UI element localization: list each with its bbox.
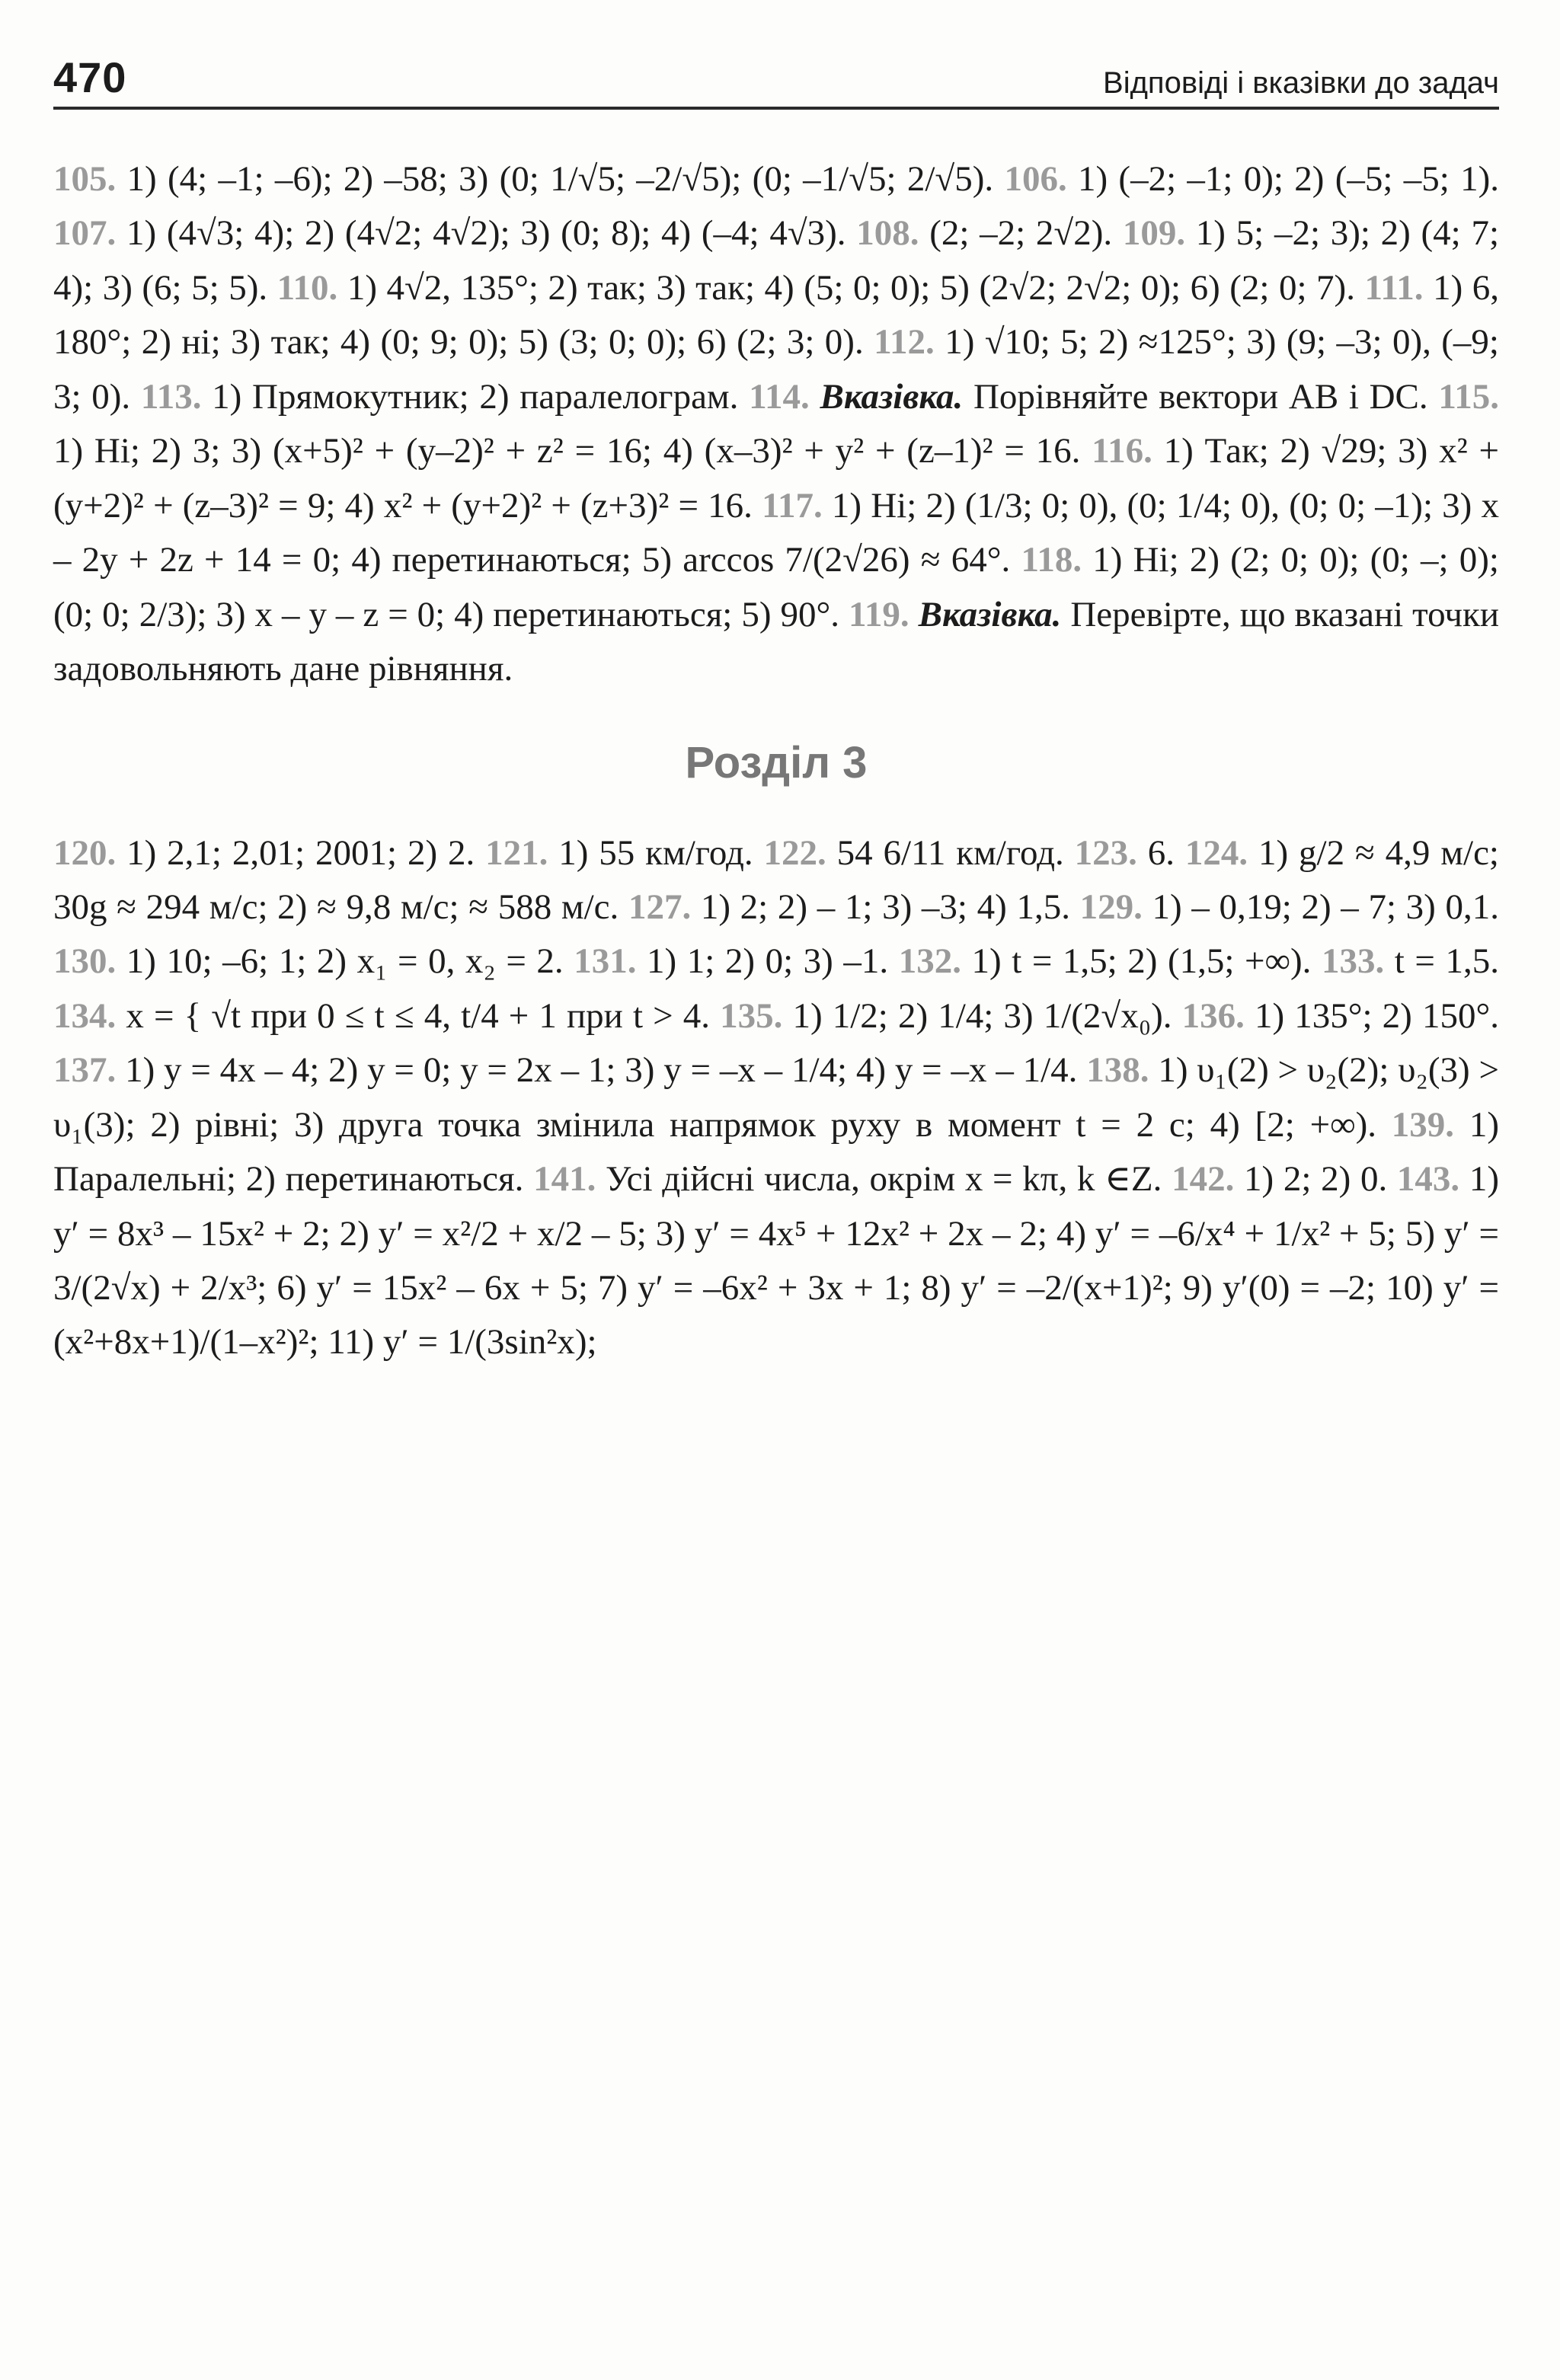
answer-text: 1) y′ = 8x³ – 15x² + 2; 2) y′ = x²/2 + x/2 – 5; 3) y′ = 4x⁵ + 12x² + 2x – 2; 4) y′ = –6/x⁴ + 1/x² + 5; 5) y′ = 3/(2√x) + 2/x³; 6) y′ = 15x² – 6x + 5; 7) y′ = –6x² + 3x + 1; 8) y′ = –2/(x+1)²; 9) y′(0) = –2; 10) y′ = (x²+8x+1)/(1–x²)²; 11) y′ = 1/(3sin²x); xyxy=(53,1159,1499,1363)
answer-text: 1) 55 км/год. xyxy=(548,832,764,873)
answer-text: 1) √10; 5; 2) ≈125°; 3) (9; –3; 0), (–9; 3; 0). xyxy=(53,322,1499,417)
answer-text: 1) Ні; 2) (1/3; 0; 0), (0; 1/4; 0), (0; 0; –1); 3) x – 2y + 2z + 14 = 0; 4) перетинаються; 5) arccos 7/(2√26) ≈ 64°. xyxy=(53,485,1499,580)
answer-text: 1) 2; 2) 0. xyxy=(1234,1159,1397,1200)
answer-text: 1) (4√3; 4); 2) (4√2; 4√2); 3) (0; 8); 4) (–4; 4√3). xyxy=(116,213,857,254)
answer-text: 1) Ні; 2) 3; 3) (x+5)² + (y–2)² + z² = 16; 4) (x–3)² + y² + (z–1)² = 16. xyxy=(53,431,1092,471)
problem-number: 138. xyxy=(1086,1050,1149,1091)
problem-number: 111. xyxy=(1364,267,1424,308)
answer-text: 1) Прямокутник; 2) паралелограм. xyxy=(201,376,750,417)
answer-text: 1) Паралельні; 2) перетинаються. xyxy=(53,1104,1500,1200)
answer-text: 6. xyxy=(1136,832,1185,873)
problem-number: 109. xyxy=(1122,213,1186,254)
section-title: Розділ 3 xyxy=(685,738,868,788)
answer-text xyxy=(909,595,919,634)
problem-number: 131. xyxy=(574,941,637,982)
answer-text: 1) 2,1; 2,01; 2001; 2) 2. xyxy=(116,832,486,873)
problem-number: 124. xyxy=(1184,832,1248,873)
problem-number: 115. xyxy=(1438,376,1499,417)
answer-text: (2; –2; 2√2). xyxy=(919,213,1123,254)
hint-label: Вказівка. xyxy=(820,376,964,417)
problem-number: 133. xyxy=(1321,941,1385,982)
problem-number: 107. xyxy=(53,213,117,254)
problem-number: 139. xyxy=(1391,1104,1455,1145)
problem-number: 142. xyxy=(1172,1159,1235,1200)
answer-text: Усі дійсні числа, окрім x = kπ, k ∈Z. xyxy=(596,1159,1172,1200)
answer-text: x = { √t при 0 ≤ t ≤ 4, t/4 + 1 при t > 4. xyxy=(116,995,721,1036)
problem-number: 127. xyxy=(628,887,692,927)
answer-text: 1) 10; –6; 1; 2) x₁ = 0, x₂ = 2. xyxy=(116,941,574,982)
answers-content xyxy=(53,152,1499,1370)
answer-text: 54 6/11 км/год. xyxy=(826,832,1075,873)
problem-number: 112. xyxy=(874,322,935,363)
problem-number: 135. xyxy=(720,995,783,1036)
answer-text: 1) 5; –2; 3); 2) (4; 7; 4); 3) (6; 5; 5). xyxy=(53,213,1499,308)
answer-text: 1) 2; 2) – 1; 3) –3; 4) 1,5. xyxy=(691,887,1080,927)
answer-text: Перевірте, що вказані точки задовольняють дане рівняння. xyxy=(53,594,1500,688)
answers-section-3 xyxy=(53,826,1499,1370)
page-header xyxy=(53,46,1499,110)
problem-number: 118. xyxy=(1021,540,1082,580)
problem-number: 137. xyxy=(53,1050,117,1091)
answer-text: 1) (–2; –1; 0); 2) (–5; –5; 1). xyxy=(1066,159,1499,199)
answer-text: 1) 4√2, 135°; 2) так; 3) так; 4) (5; 0; 0); 5) (2√2; 2√2; 0); 6) (2; 0; 7). xyxy=(337,267,1365,308)
answer-text: 1) – 0,19; 2) – 7; 3) 0,1. xyxy=(1142,887,1499,927)
answer-text: 1) 1; 2) 0; 3) –1. xyxy=(636,941,899,982)
page-number: 470 xyxy=(53,53,127,101)
answer-text: 1) (4; –1; –6); 2) –58; 3) (0; 1/√5; –2/√5); (0; –1/√5; 2/√5). xyxy=(116,159,1005,199)
problem-number: 116. xyxy=(1092,431,1152,471)
problem-number: 123. xyxy=(1074,832,1137,873)
problem-number: 119. xyxy=(848,594,909,634)
answer-text xyxy=(810,377,820,417)
problem-number: 105. xyxy=(53,159,117,199)
answer-text: 1) υ₁(2) > υ₂(2); υ₂(3) > υ₁(3); 2) рівні; 3) друга точка змінила напрямок руху в момент t = 2 с; 4) [2; +∞). xyxy=(53,1050,1499,1145)
problem-number: 122. xyxy=(763,832,826,873)
answer-text: t = 1,5. xyxy=(1384,941,1499,982)
problem-number: 120. xyxy=(53,832,117,873)
problem-number: 132. xyxy=(898,941,961,982)
answer-text: 1) t = 1,5; 2) (1,5; +∞). xyxy=(961,941,1322,982)
answer-text: 1) 135°; 2) 150°. xyxy=(1244,995,1499,1036)
answers-section-2 xyxy=(53,152,1499,696)
problem-number: 143. xyxy=(1396,1159,1460,1200)
answer-text: 1) g/2 ≈ 4,9 м/с; 30g ≈ 294 м/с; 2) ≈ 9,8 м/с; ≈ 588 м/с. xyxy=(53,832,1499,927)
problem-number: 114. xyxy=(749,376,810,417)
answer-text: 1) 1/2; 2) 1/4; 3) 1/(2√x₀). xyxy=(782,995,1182,1036)
problem-number: 130. xyxy=(53,941,117,982)
problem-number: 110. xyxy=(277,267,338,308)
problem-number: 113. xyxy=(140,376,202,417)
problem-number: 121. xyxy=(485,832,548,873)
problem-number: 134. xyxy=(53,995,117,1036)
problem-number: 136. xyxy=(1181,995,1245,1036)
problem-number: 129. xyxy=(1079,887,1143,927)
answer-text: 1) y = 4x – 4; 2) y = 0; y = 2x – 1; 3) y = –x – 1/4; 4) y = –x – 1/4. xyxy=(116,1050,1087,1091)
problem-number: 108. xyxy=(856,213,919,254)
problem-number: 106. xyxy=(1004,159,1067,199)
problem-number: 141. xyxy=(533,1159,596,1200)
answer-text: 1) 6, 180°; 2) ні; 3) так; 4) (0; 9; 0); 5) (3; 0; 0); 6) (2; 3; 0). xyxy=(53,267,1500,363)
answer-text: Порівняйте вектори AB і DC. xyxy=(963,376,1439,417)
answer-text: 1) Ні; 2) (2; 0; 0); (0; –; 0); (0; 0; 2/3); 3) x – y – z = 0; 4) перетинаються; 5) 90°. xyxy=(53,540,1499,634)
running-title: Відповіді і вказівки до задач xyxy=(1103,66,1499,100)
answer-text: 1) Так; 2) √29; 3) x² + (y+2)² + (z–3)² = 9; 4) x² + (y+2)² + (z+3)² = 16. xyxy=(53,431,1499,526)
problem-number: 117. xyxy=(762,485,823,526)
hint-label: Вказівка. xyxy=(918,594,1062,634)
